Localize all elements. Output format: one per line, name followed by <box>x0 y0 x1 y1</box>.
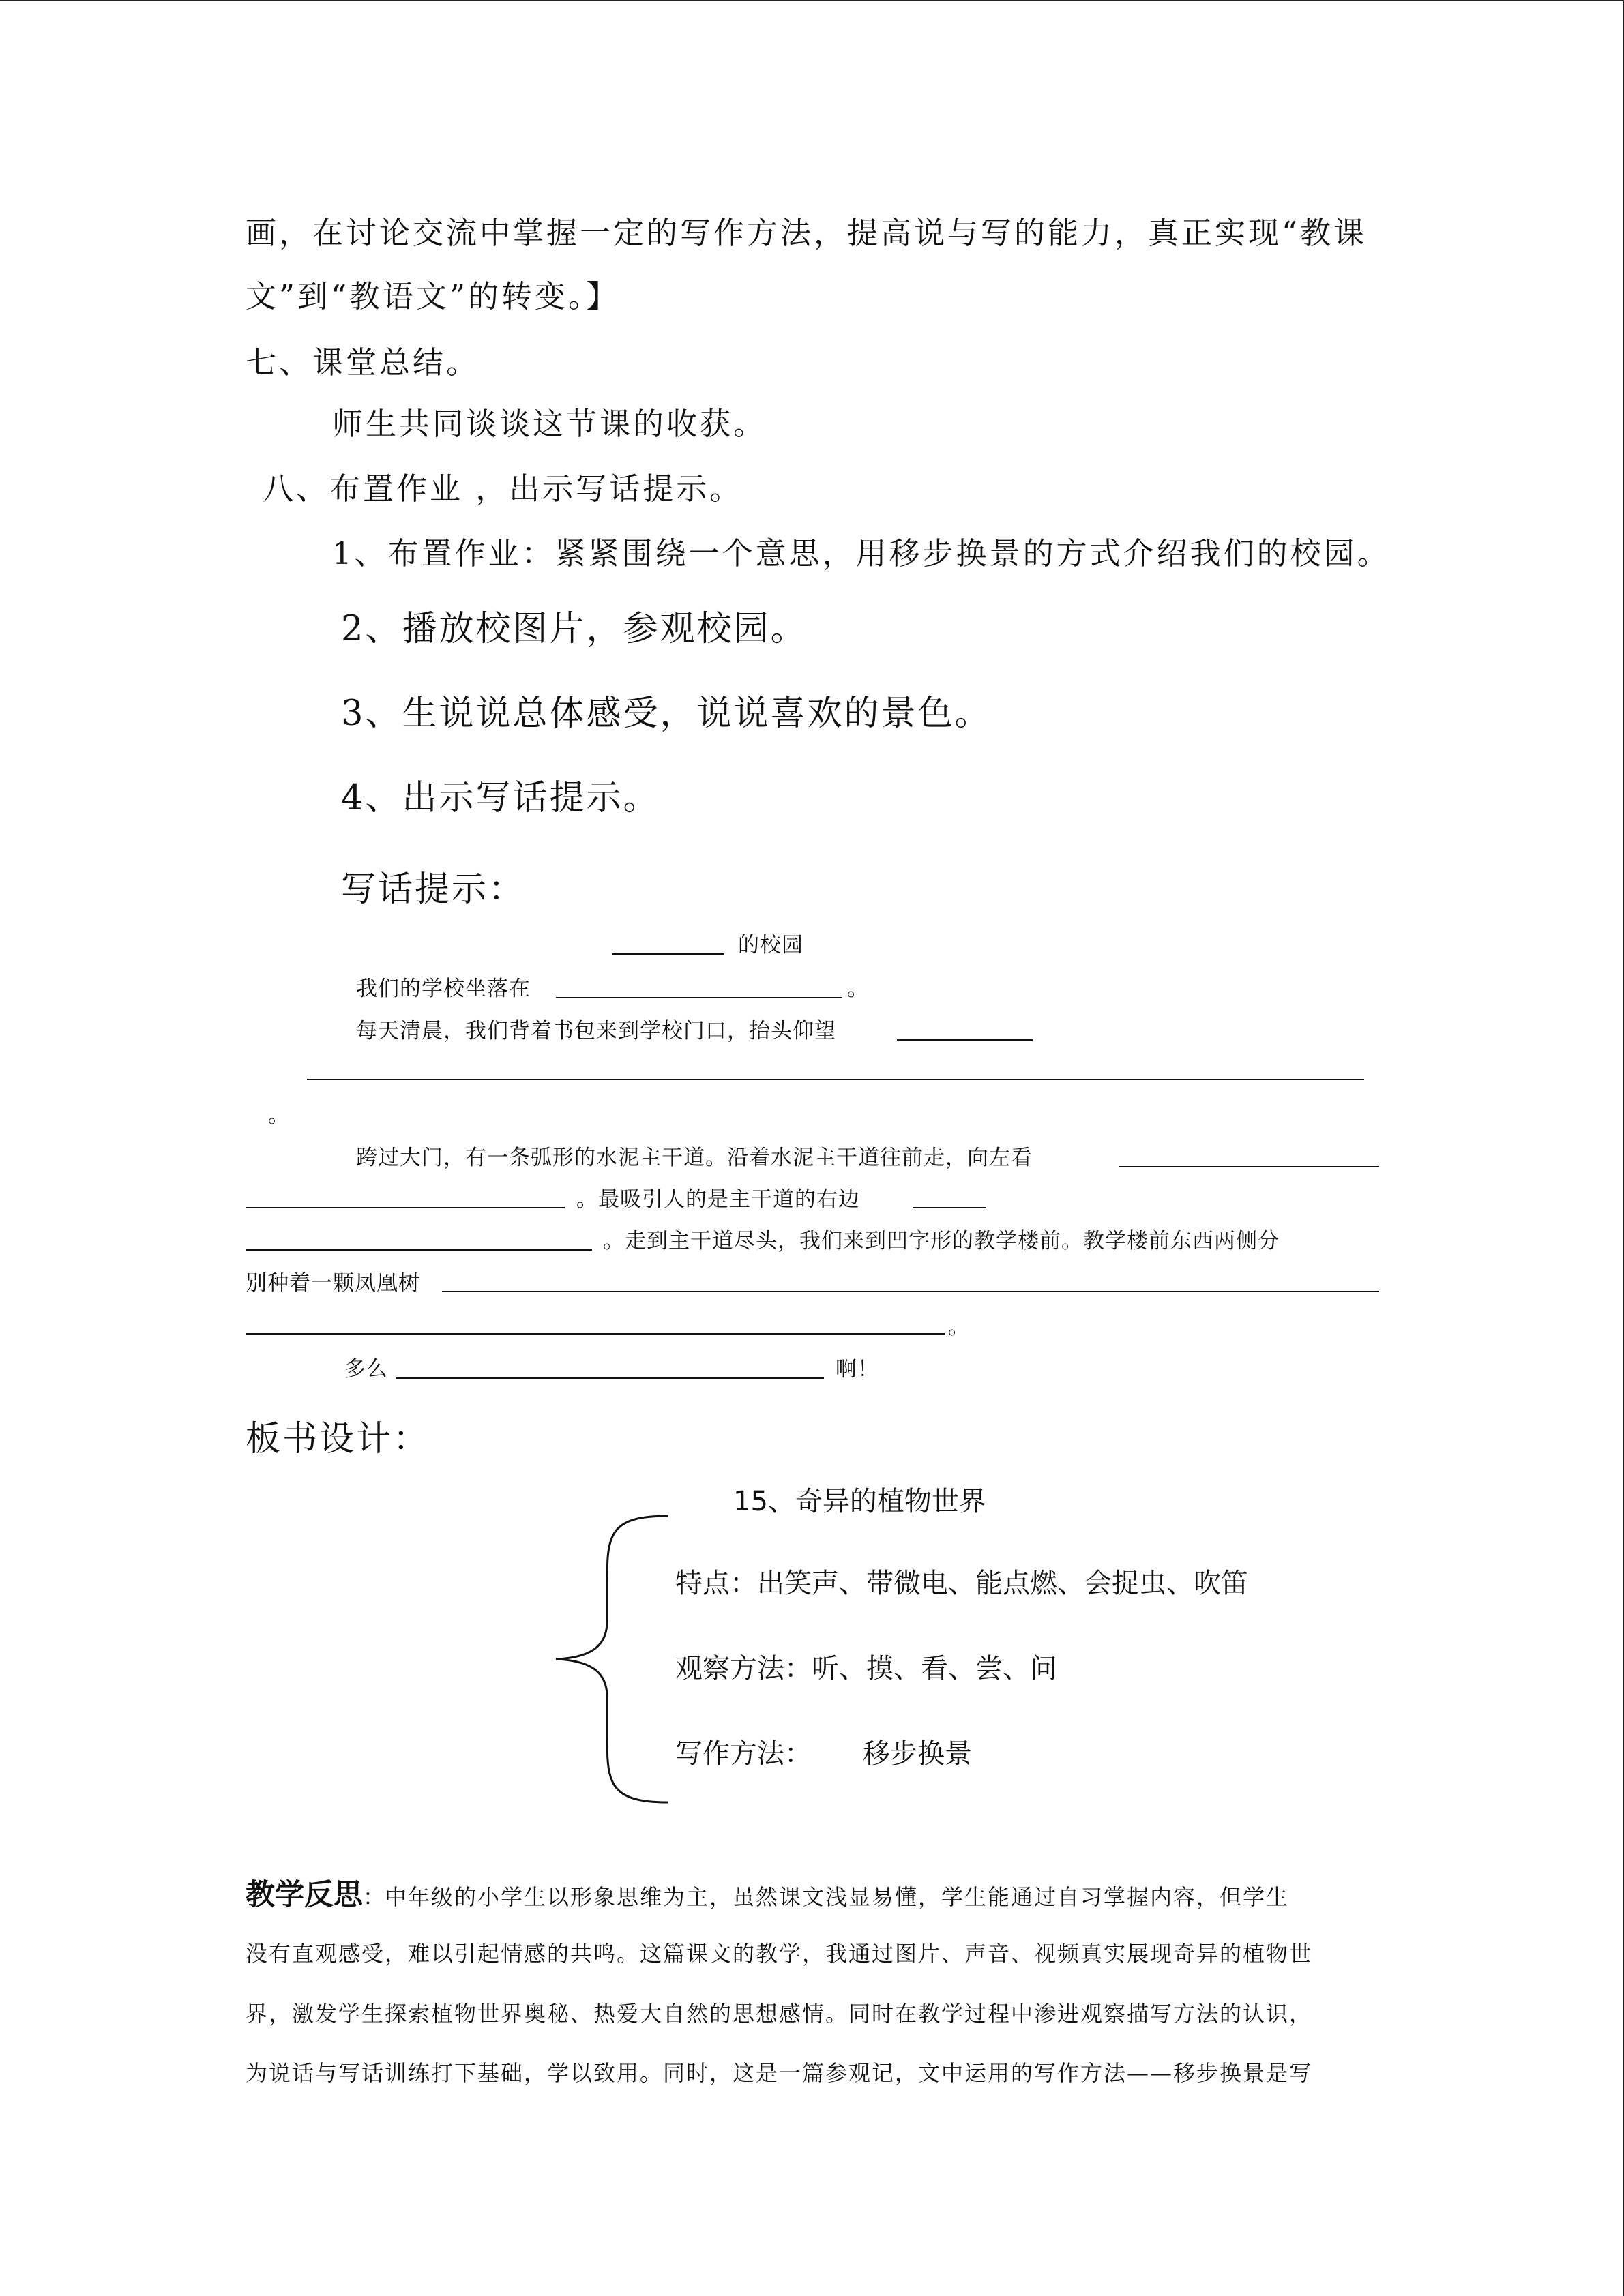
title-blank-line <box>612 953 724 955</box>
board-row-features: 特点：出笑声、带微电、能点燃、会捉虫、吹笛 <box>675 1568 1248 1599</box>
prompt-paragraph-3a: 跨过大门，有一条弧形的水泥主干道。沿着水泥主干道往前走，向左看 <box>356 1146 1033 1170</box>
blank-line <box>396 1377 824 1379</box>
board-title: 15、奇异的植物世界 <box>733 1486 986 1517</box>
intro-line-1: 画，在讨论交流中掌握一定的写作方法，提高说与写的能力，真正实现“教课 <box>246 215 1368 251</box>
reflection-line-3: 界，激发学生探索植物世界奥秘、热爱大自然的思想感情。同时在教学过程中渗进观察描写方法的认识， <box>246 2001 1313 2027</box>
page-top-border <box>0 0 1624 1</box>
reflection-colon: ： <box>363 1884 385 1910</box>
blank-line <box>442 1291 1379 1292</box>
intro-line-2: 文”到“教语文”的转变。】 <box>246 278 620 314</box>
prompt-paragraph-4-end: 啊！ <box>836 1357 879 1382</box>
board-row-observation: 观察方法：听、摸、看、尝、问 <box>675 1653 1057 1684</box>
board-design-heading: 板书设计： <box>246 1419 430 1459</box>
writing-prompt-label: 写话提示： <box>341 869 526 910</box>
board-row-writing-method: 写作方法： <box>675 1738 812 1770</box>
prompt-paragraph-3b: 。最吸引人的是主干道的右边 <box>576 1187 860 1212</box>
prompt-paragraph-3-end: 。 <box>948 1315 970 1339</box>
blank-line <box>307 1079 1364 1080</box>
curly-brace <box>552 1512 675 1806</box>
board-writing-method-value: 移步换景 <box>863 1738 972 1770</box>
reflection-text-1: 中年级的小学生以形象思维为主，虽然课文浅显易懂，学生能通过自习掌握内容，但学生 <box>385 1884 1290 1910</box>
reflection-label: 教学反思 <box>246 1878 363 1912</box>
blank-line <box>897 1039 1033 1041</box>
blank-line <box>246 1333 945 1335</box>
section-7-body: 师生共同谈谈这节课的收获。 <box>332 406 767 442</box>
reflection-line-1 <box>246 1872 1289 1913</box>
assignment-item-2: 2、播放校图片，参观校园。 <box>341 609 808 649</box>
blank-line <box>913 1207 986 1208</box>
assignment-item-3: 3、生说说总体感受，说说喜欢的景色。 <box>341 694 992 734</box>
blank-line <box>246 1207 565 1208</box>
prompt-paragraph-1-end: 。 <box>847 976 869 1001</box>
prompt-paragraph-2-end: 。 <box>268 1103 290 1128</box>
prompt-paragraph-3c: 。走到主干道尽头，我们来到凹字形的教学楼前。教学楼前东西两侧分 <box>603 1229 1280 1253</box>
assignment-item-1: 1、布置作业：紧紧围绕一个意思，用移步换景的方式介绍我们的校园。 <box>332 535 1391 571</box>
section-8-heading: 八、布置作业 ，出示写话提示。 <box>263 471 743 507</box>
blank-line <box>246 1249 592 1251</box>
reflection-line-4: 为说话与写话训练打下基础，学以致用。同时，这是一篇参观记，文中运用的写作方法——移步换景是写 <box>246 2060 1313 2086</box>
prompt-title-suffix: 的校园 <box>738 933 803 957</box>
blank-line <box>556 997 842 998</box>
prompt-paragraph-1: 我们的学校坐落在 <box>356 976 531 1001</box>
prompt-paragraph-3d: 别种着一颗凤凰树 <box>246 1271 420 1296</box>
assignment-item-4: 4、出示写话提示。 <box>341 778 660 818</box>
prompt-paragraph-2: 每天清晨，我们背着书包来到学校门口，抬头仰望 <box>356 1019 836 1043</box>
section-7-heading: 七、课堂总结。 <box>246 344 480 381</box>
blank-line <box>1119 1166 1379 1167</box>
reflection-line-2: 没有直观感受，难以引起情感的共鸣。这篇课文的教学，我通过图片、声音、视频真实展现奇异的植物世 <box>246 1941 1313 1967</box>
prompt-paragraph-4: 多么 <box>344 1357 388 1382</box>
